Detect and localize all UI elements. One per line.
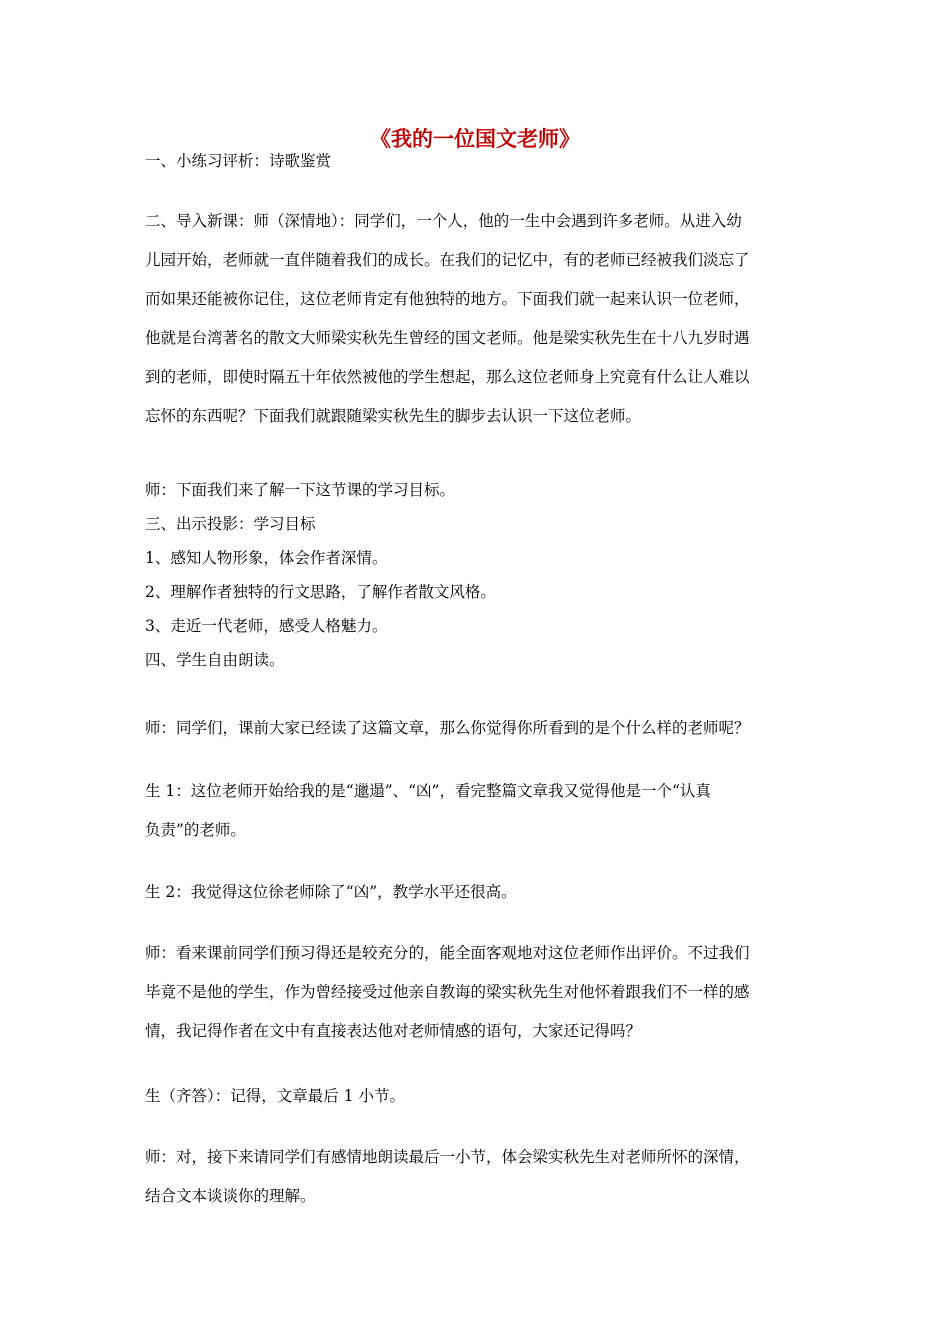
- text-line: 负责”的老师。: [145, 821, 246, 839]
- paragraph-teacher-goal-intro: 师：下面我们来了解一下这节课的学习目标。: [145, 481, 456, 499]
- paragraph-student-2: 生 2：我觉得这位徐老师除了“凶”，教学水平还很高。: [145, 883, 517, 901]
- text-line: 师：对，接下来请同学们有感情地朗读最后一小节，体会梁实秋先生对老师所怀的深情，: [145, 1148, 750, 1166]
- paragraph-teacher-comment: [145, 938, 813, 1055]
- text-line: 他就是台湾著名的散文大师梁实秋先生曾经的国文老师。他是梁实秋先生在十八九岁时遇: [145, 329, 750, 347]
- paragraph-teacher-question: 师：同学们，课前大家已经读了这篇文章，那么你觉得你所看到的是个什么样的老师呢？: [145, 719, 750, 737]
- text-line: 二、导入新课：师（深情地）：同学们，一个人，他的一生中会遇到许多老师。从进入幼: [145, 212, 742, 230]
- text-line: 儿园开始，老师就一直伴随着我们的成长。在我们的记忆中，有的老师已经被我们淡忘了: [145, 251, 750, 269]
- text-line: 毕竟不是他的学生，作为曾经接受过他亲自教诲的梁实秋先生对他怀着跟我们不一样的感: [145, 983, 750, 1001]
- text-line: 结合文本谈谈你的理解。: [145, 1187, 316, 1205]
- text-line: 到的老师，即使时隔五十年依然被他的学生想起，那么这位老师身上究竟有什么让人难以: [145, 368, 750, 386]
- text-line: 生 1：这位老师开始给我的是“邋遢”、“凶”，看完整篇文章我又觉得他是一个“认真: [145, 782, 711, 800]
- paragraph-teacher-final: [145, 1142, 813, 1220]
- learning-goal-item: 3、走近一代老师，感受人格魅力。: [145, 617, 388, 635]
- paragraph-introduction: [145, 206, 813, 440]
- section-heading-learning-goals: 三、出示投影：学习目标: [145, 515, 316, 533]
- document-title: 《我的一位国文老师》: [370, 127, 580, 151]
- learning-goal-item: 1、感知人物形象，体会作者深情。: [145, 549, 388, 567]
- paragraph-students-answer: 生（齐答）：记得，文章最后 1 小节。: [145, 1087, 405, 1105]
- text-line: 情，我记得作者在文中有直接表达他对老师情感的语句，大家还记得吗？: [145, 1022, 642, 1040]
- learning-goal-item: 2、理解作者独特的行文思路，了解作者散文风格。: [145, 583, 496, 601]
- section-heading-practice-review: 一、小练习评析：诗歌鉴赏: [145, 152, 332, 170]
- text-line: 而如果还能被你记住，这位老师肯定有他独特的地方。下面我们就一起来认识一位老师，: [145, 290, 750, 308]
- section-heading-free-reading: 四、学生自由朗读。: [145, 651, 285, 669]
- text-line: 忘怀的东西呢？下面我们就跟随梁实秋先生的脚步去认识一下这位老师。: [145, 407, 642, 425]
- paragraph-student-1: [145, 776, 813, 854]
- text-line: 师：看来课前同学们预习得还是较充分的，能全面客观地对这位老师作出评价。不过我们: [145, 944, 750, 962]
